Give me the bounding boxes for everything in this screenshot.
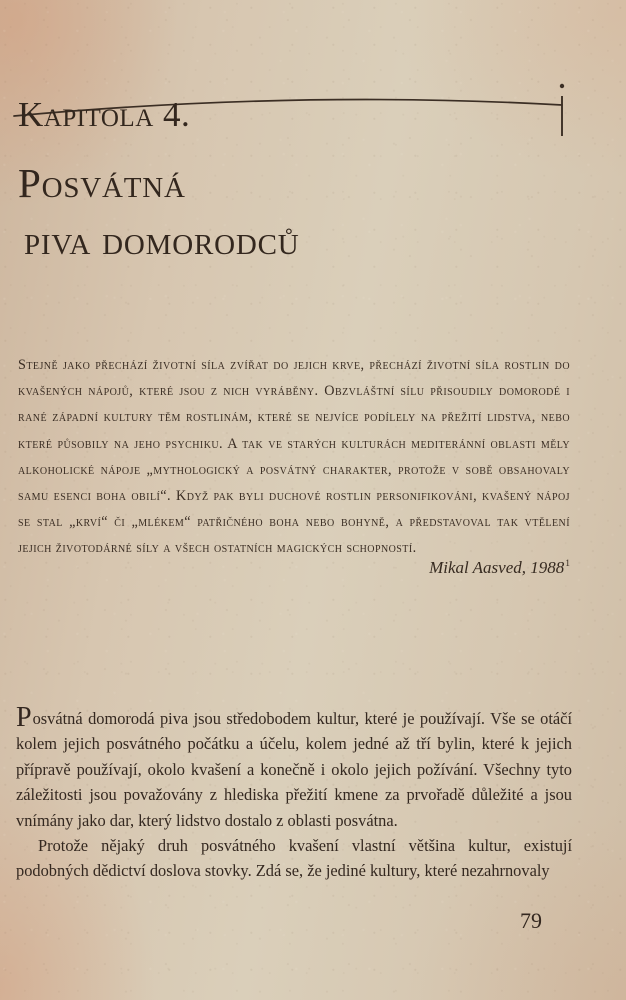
body-paragraph-1: [16, 702, 572, 833]
epigraph-attribution: [18, 558, 570, 578]
drop-cap-initial: P: [16, 702, 32, 733]
page-number: 79: [520, 908, 542, 933]
footnote-marker: 1: [565, 559, 570, 570]
body-paragraph-2: Protože nějaký druh posvátného kvašení vlastní většina kultur, existují podobných dědictví doslova stovky. Zdá se, že jediné kultury, které nezahrnovaly: [16, 836, 572, 881]
chapter-title-line-2: piva domorodců: [24, 217, 300, 264]
body-text: [16, 702, 572, 884]
body-paragraph-1-text: osvátná domorodá piva jsou středobodem kultur, které je používají. Vše se otáčí kolem jejich posvátného počátku a účelu, kolem jedné až tří bylin, které k jejich přípravě používají, okolo kvašení a konečně i okolo jejich požívání. Všechny tyto záležitosti jsou považovány z hlediska přežití kmene za prvořadě důležité a jsou vnímány jako dar, který lidstvo dostalo z oblasti posvátna.: [16, 709, 572, 830]
chapter-number-label: Kapitola 4.: [18, 95, 191, 134]
epigraph-attribution-text: Mikal Aasved, 1988: [429, 558, 565, 577]
epigraph-block: [18, 352, 570, 562]
epigraph-text: Stejně jako přechází životní síla zvířat do jejich krve, přechází životní síla rostlin do kvašených nápojů, které jsou z nich vyráběny. Obzvláštní sílu přisoudily domorodé i rané západní kultury těm rostlinám, které se nejvíce podílely na přežití lidstva, nebo které působily na jeho psychiku. A tak ve starých kulturách mediteránní oblasti měly alkoholické nápoje „mythologický a posvátný charakter, protože v sobě obsahovaly samu esenci boha obilí“. Když pak byli duchové rostlin personifikováni, kvašený nápoj se stal „krví“ či „mlékem“ patřičného boha nebo bohyně, a představoval tak vtělení jejich životodárné síly a všech ostatních magických schopností.: [18, 357, 570, 557]
chapter-title: [18, 155, 538, 270]
chapter-title-line-1: Posvátná: [18, 160, 186, 206]
